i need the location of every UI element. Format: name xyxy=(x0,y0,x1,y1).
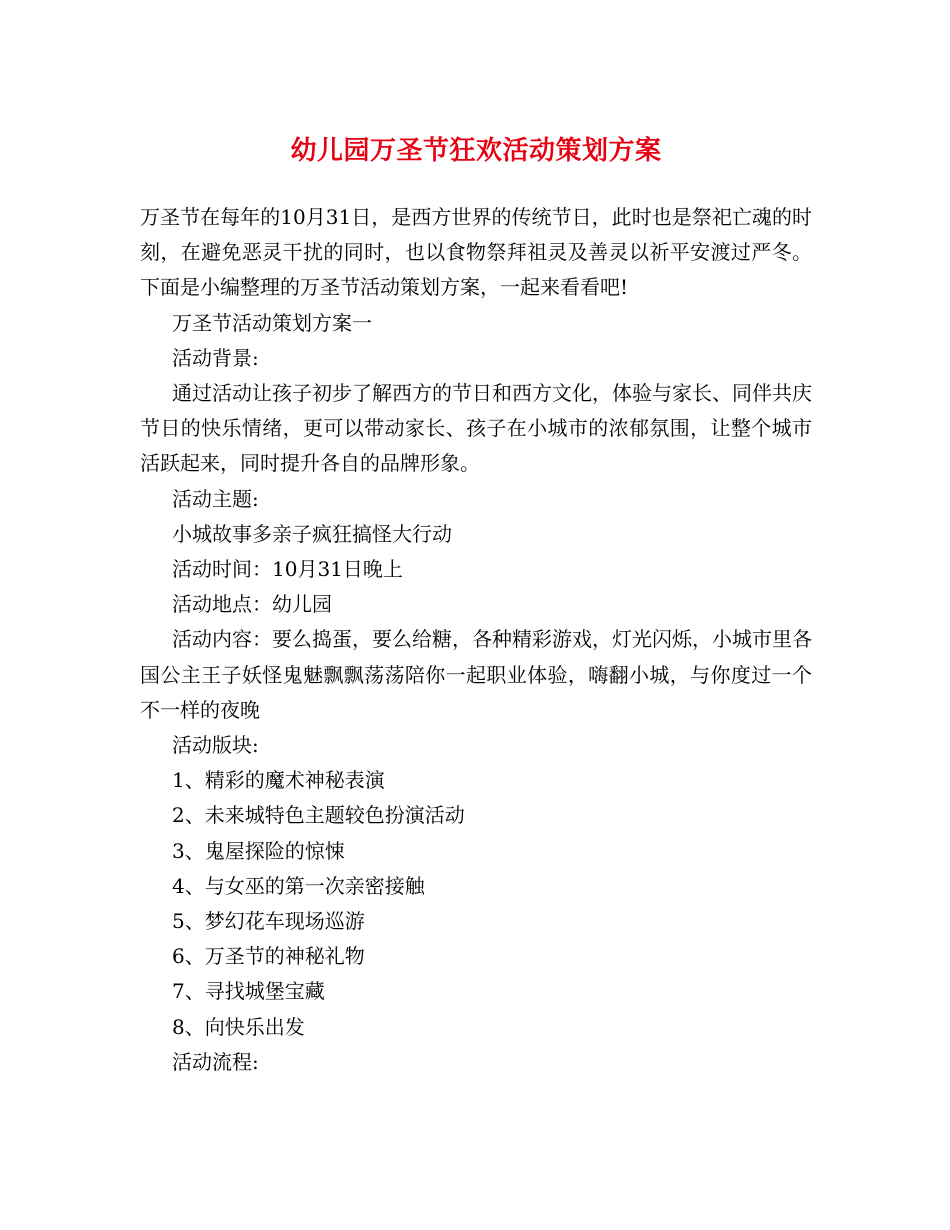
intro-paragraph: 万圣节在每年的10月31日，是西方世界的传统节日，此时也是祭祀亡魂的时刻，在避免恶灵干扰的同时，也以食物祭拜祖灵及善灵以祈平安渡过严冬。下面是小编整理的万圣节活动策划方案，一起来看看吧! xyxy=(140,205,812,300)
list-item: 3、鬼屋探险的惊悚 xyxy=(172,838,345,863)
plan-heading: 万圣节活动策划方案一 xyxy=(172,310,372,335)
list-item: 1、精彩的魔术神秘表演 xyxy=(172,768,385,793)
list-item: 5、梦幻花车现场巡游 xyxy=(172,909,365,934)
event-content: 活动内容：要么捣蛋，要么给糖，各种精彩游戏，灯光闪烁，小城市里各国公主王子妖怪鬼魅飘飘荡荡陪你一起职业体验，嗨翻小城，与你度过一个不一样的夜晚 xyxy=(140,627,812,722)
list-item: 4、与女巫的第一次亲密接触 xyxy=(172,873,425,898)
event-location: 活动地点：幼儿园 xyxy=(172,592,332,617)
section-label-process: 活动流程: xyxy=(172,1049,259,1074)
list-item: 2、未来城特色主题较色扮演活动 xyxy=(172,803,465,828)
list-item: 7、寻找城堡宝藏 xyxy=(172,979,325,1004)
section-label-theme: 活动主题: xyxy=(172,486,259,511)
list-item: 8、向快乐出发 xyxy=(172,1014,305,1039)
document-body xyxy=(140,200,812,1080)
section-label-modules: 活动版块: xyxy=(172,733,259,758)
document-title: 幼儿园万圣节狂欢活动策划方案 xyxy=(290,136,662,166)
event-time: 活动时间：10月31日晚上 xyxy=(172,557,403,582)
background-paragraph: 通过活动让孩子初步了解西方的节日和西方文化，体验与家长、同伴共庆节日的快乐情绪，更可以带动家长、孩子在小城市的浓郁氛围，让整个城市活跃起来，同时提升各自的品牌形象。 xyxy=(140,381,812,476)
section-label-background: 活动背景: xyxy=(172,345,259,370)
theme-text: 小城故事多亲子疯狂搞怪大行动 xyxy=(172,521,452,546)
list-item: 6、万圣节的神秘礼物 xyxy=(172,944,365,969)
